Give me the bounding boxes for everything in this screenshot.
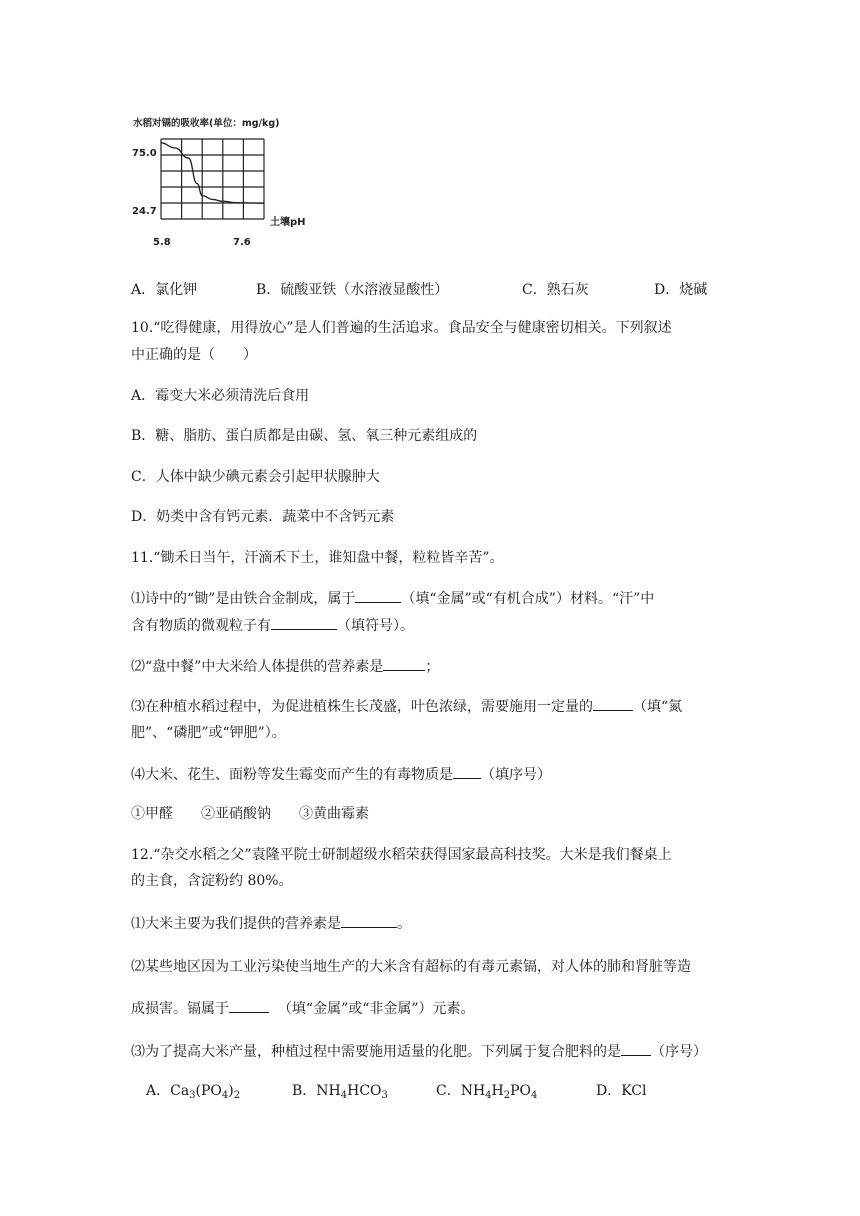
answer-blank[interactable] <box>341 913 397 928</box>
q11-part1-text-a: ⑴诗中的“锄”是由铁合金制成，属于 <box>131 591 356 607</box>
q10-stem-line2: 中正确的是（ ） <box>131 347 257 363</box>
q12-stem-line1: 12.“杂交水稻之父”袁隆平院士研制超级水稻荣获得国家最高科技奖。大米是我们餐桌上 <box>131 847 672 863</box>
answer-blank[interactable] <box>271 615 337 630</box>
answer-blank[interactable] <box>383 656 425 671</box>
q9-option-d: D．烧碱 <box>654 282 708 298</box>
chart-title: 水稻对镉的吸收率(单位：mg/kg) <box>133 118 280 129</box>
q9-option-b: B．硫酸亚铁（水溶液显酸性） <box>256 282 449 298</box>
q12-option-b: B．$NH_4HCO_3$ <box>292 1083 388 1101</box>
q11-choices: ①甲醛 ②亚硝酸钠 ③黄曲霉素 <box>131 806 369 822</box>
chart-grid <box>161 139 264 219</box>
answer-blank[interactable] <box>621 1041 651 1056</box>
q11-part4 <box>131 764 551 785</box>
q12-option-d: D．KCl <box>596 1083 647 1099</box>
q10-option-b: B．糖、脂肪、蛋白质都是由碳、氢、氧三种元素组成的 <box>131 428 478 444</box>
answer-blank[interactable] <box>453 764 481 779</box>
q9-option-a: A．氯化钾 <box>131 282 198 298</box>
q11-part2-text-b: ； <box>425 659 440 675</box>
series-line <box>161 143 264 203</box>
q11-part1-text-c: 含有物质的微观粒子有 <box>131 618 271 634</box>
q11-part1-line2 <box>131 615 414 636</box>
q11-part3-line1 <box>131 696 682 717</box>
q12-stem-line2: 的主食，含淀粉约 80%。 <box>131 873 293 889</box>
q11-part1-text-d: （填符号）。 <box>337 618 414 634</box>
answer-blank[interactable] <box>355 588 401 603</box>
q11-stem: 11.“锄禾日当午，汗滴禾下土，谁知盘中餐，粒粒皆辛苦”。 <box>131 550 504 566</box>
x-axis-label: 土壤pH <box>270 217 306 228</box>
q12-part1-text-b: 。 <box>397 916 411 932</box>
q12-option-a: A．$Ca_3(PO_4)_2$ <box>146 1083 241 1101</box>
q11-part3-text-a: ⑶在种植水稻过程中，为促进植株生长茂盛，叶色浓绿，需要施用一定量的 <box>131 699 593 715</box>
q12-part3-text-b: （序号） <box>651 1044 707 1060</box>
x-tick-label: 7.6 <box>233 237 251 248</box>
cadmium-absorption-chart <box>128 112 318 252</box>
y-tick-label: 24.7 <box>132 206 157 217</box>
q9-option-c: C．熟石灰 <box>522 282 589 298</box>
q12-part2-text-b: 成损害。镉属于 <box>131 1001 229 1017</box>
q12-part2-line2 <box>131 998 475 1019</box>
q10-stem-line1: 10.“吃得健康，用得放心”是人们普遍的生活追求。食品安全与健康密切相关。下列叙述 <box>131 320 672 336</box>
q12-part1 <box>131 913 411 934</box>
q11-part1-text-b: （填“金属”或“有机合成”）材料。“汗”中 <box>401 591 655 607</box>
q11-part2-text-a: ⑵“盘中餐”中大米给人体提供的营养素是 <box>131 659 384 675</box>
q11-part3-text-b: （填“氮 <box>633 699 683 715</box>
q12-part2-line1: ⑵某些地区因为工业污染使当地生产的大米含有超标的有毒元素镉，对人体的肺和肾脏等造 <box>131 959 691 975</box>
answer-blank[interactable] <box>593 696 633 711</box>
q12-option-c: C．$NH_4H_2PO_4$ <box>436 1083 538 1101</box>
q11-part4-text-b: （填序号） <box>481 767 551 783</box>
q10-option-a: A．霉变大米必须清洗后食用 <box>131 388 310 404</box>
q11-part2 <box>131 656 439 677</box>
q12-part3-text-a: ⑶为了提高大米产量，种植过程中需要施用适量的化肥。下列属于复合肥料的是 <box>131 1044 621 1060</box>
q10-option-c: C．人体中缺少碘元素会引起甲状腺肿大 <box>131 469 380 485</box>
q12-part3 <box>131 1041 707 1062</box>
q10-option-d: D．奶类中含有钙元素．蔬菜中不含钙元素 <box>131 509 395 525</box>
q11-part1-line1 <box>131 588 654 609</box>
y-tick-label: 75.0 <box>132 148 157 159</box>
x-tick-label: 5.8 <box>153 237 171 248</box>
answer-blank[interactable] <box>229 998 269 1013</box>
q12-part1-text-a: ⑴大米主要为我们提供的营养素是 <box>131 916 341 932</box>
q11-part3-line2: 肥”、“磷肥”或“钾肥”）。 <box>131 725 286 741</box>
q11-part4-text-a: ⑷大米、花生、面粉等发生霉变而产生的有毒物质是 <box>131 767 453 783</box>
q12-part2-text-c: （填“金属”或“非金属”）元素。 <box>277 1001 475 1017</box>
